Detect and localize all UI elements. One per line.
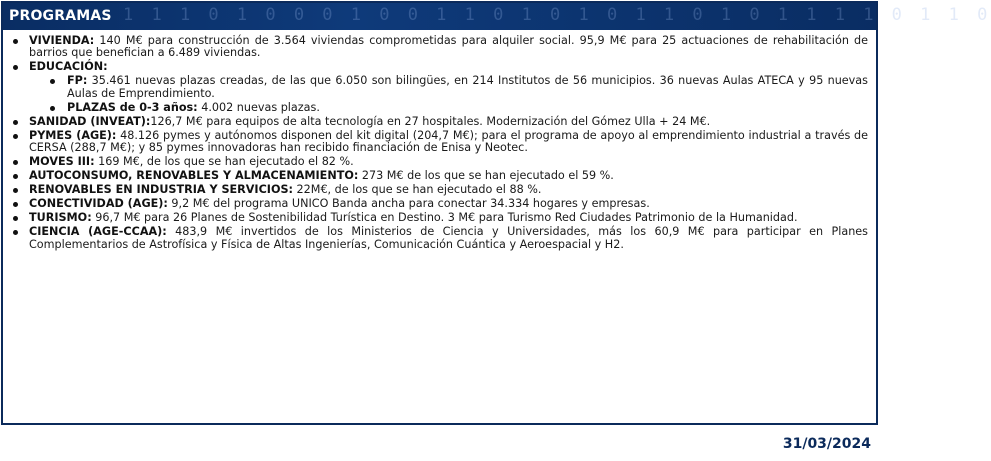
item-key: PLAZAS de 0-3 años: (67, 100, 198, 114)
sublist-item-fp (45, 75, 868, 100)
list-item-moves (9, 156, 868, 168)
item-text: 140 M€ para construcción de 3.564 viviendas comprometidas para alquiler social. 95,9 M€ para 25 actuaciones de rehabilitación de barrios que benefician a 6.489 viviendas. (29, 34, 868, 60)
footer-date: 31/03/2024 (782, 436, 871, 452)
item-key: CONECTIVIDAD (AGE): (29, 197, 168, 211)
item-text: 4.002 nuevas plazas. (197, 100, 320, 114)
programs-panel (1, 1, 991, 425)
programs-list-container (9, 35, 868, 253)
item-text: 273 M€ de los que se han ejecutado el 59 %. (358, 169, 614, 183)
item-key: AUTOCONSUMO, RENOVABLES Y ALMACENAMIENTO: (29, 169, 359, 183)
item-key: EDUCACIÓN: (29, 60, 108, 74)
item-text: 483,9 M€ invertidos de los Ministerios de Ciencia y Universidades, más los 60,9 M€ para participar en Planes Complementarios de Astrofísica y Física de Altas Ingenierías, Comunicación Cuántica y Aeroespacial y H2. (29, 225, 868, 251)
panel-header (3, 3, 991, 30)
item-text: 96,7 M€ para 26 Planes de Sostenibilidad Turística en Destino. 3 M€ para Turismo Red Ciudades Patrimonio de la Humanidad. (91, 211, 798, 225)
item-key: SANIDAD (INVEAT): (29, 114, 151, 128)
item-text: 22M€, de los que se han ejecutado el 88 %. (293, 183, 542, 197)
binary-pattern-decoration: 1 1 1 0 1 0 0 0 1 0 0 1 1 0 1 0 1 0 1 1 0 1 0 1 1 1 1 0 1 1 0 (123, 5, 991, 25)
item-key: RENOVABLES EN INDUSTRIA Y SERVICIOS: (29, 183, 293, 197)
item-key: PYMES (AGE): (29, 128, 117, 142)
item-key: TURISMO: (29, 211, 92, 225)
item-text: 9,2 M€ del programa UNICO Banda ancha para conectar 34.334 hogares y empresas. (167, 197, 650, 211)
list-item-educacion (9, 61, 868, 73)
programs-list (9, 35, 868, 251)
panel-title: PROGRAMAS (9, 8, 112, 24)
item-text: 35.461 nuevas plazas creadas, de las que 6.050 son bilingües, en 214 Institutos de 56 municipios. 36 nuevas Aulas ATECA y 95 nuevas Aulas de Emprendimiento. (67, 74, 868, 100)
item-text: 126,7 M€ para equipos de alta tecnología en 27 hospitales. Modernización del Gómez Ulla + 24 M€. (150, 114, 711, 128)
list-item-conectividad (9, 198, 868, 210)
list-item-ciencia (9, 226, 868, 251)
item-key: FP: (67, 74, 88, 88)
list-item-sanidad (9, 116, 868, 128)
list-item-vivienda (9, 35, 868, 60)
item-text: 48.126 pymes y autónomos disponen del kit digital (204,7 M€); para el programa de apoyo al emprendimiento industrial a través de CERSA (288,7 M€); y 85 pymes innovadoras han recibido financiación de Enisa y Neotec. (29, 128, 869, 155)
list-item-autoconsumo (9, 170, 868, 182)
list-item-renovables (9, 184, 868, 196)
item-key: VIVIENDA: (29, 34, 95, 47)
item-key: CIENCIA (AGE-CCAA): (29, 225, 167, 239)
item-text: 169 M€, de los que se han ejecutado el 82 %. (94, 155, 354, 169)
list-item-pymes (9, 130, 868, 155)
item-key: MOVES III: (29, 155, 95, 169)
sublist-item-plazas (45, 102, 868, 114)
list-item-turismo (9, 212, 868, 224)
